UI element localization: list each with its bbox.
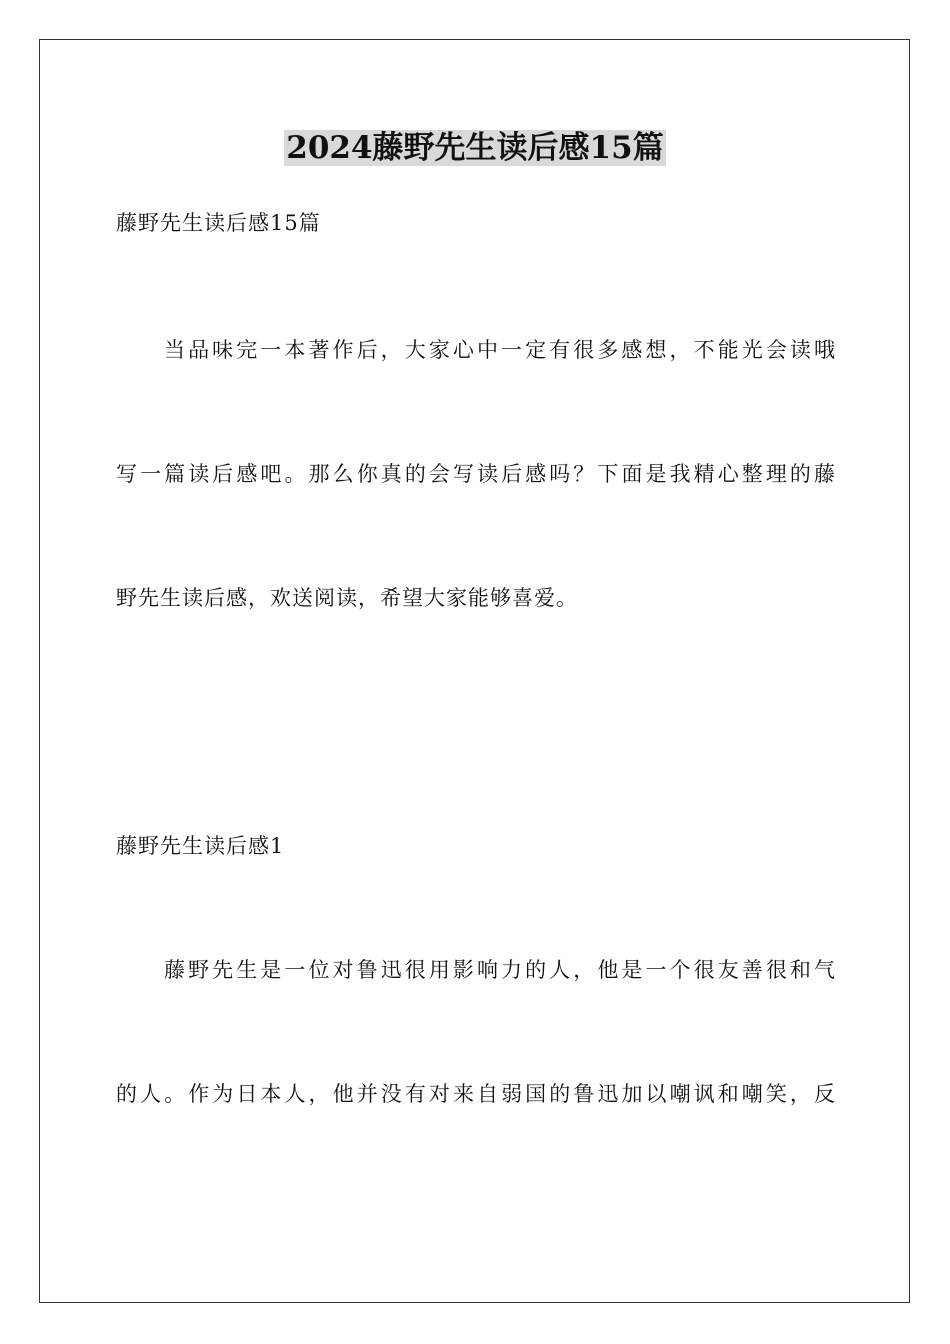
document-subtitle: 藤野先生读后感15篇 bbox=[116, 211, 321, 235]
document-title-text: 2024藤野先生读后感15篇 bbox=[286, 130, 664, 166]
paragraph-line: 的人。作为日本人，他并没有对来自弱国的鲁迅加以嘲讽和嘲笑，反 bbox=[116, 1082, 836, 1106]
paragraph-line: 写一篇读后感吧。那么你真的会写读后感吗？下面是我精心整理的藤 bbox=[116, 462, 836, 486]
document-title bbox=[0, 126, 950, 170]
section-heading: 藤野先生读后感1 bbox=[116, 834, 285, 858]
paragraph-line: 藤野先生是一位对鲁迅很用影响力的人，他是一个很友善很和气 bbox=[164, 958, 836, 982]
paragraph-line: 野先生读后感，欢送阅读，希望大家能够喜爱。 bbox=[116, 586, 578, 610]
paragraph-line: 当品味完一本著作后，大家心中一定有很多感想，不能光会读哦 bbox=[164, 338, 836, 362]
